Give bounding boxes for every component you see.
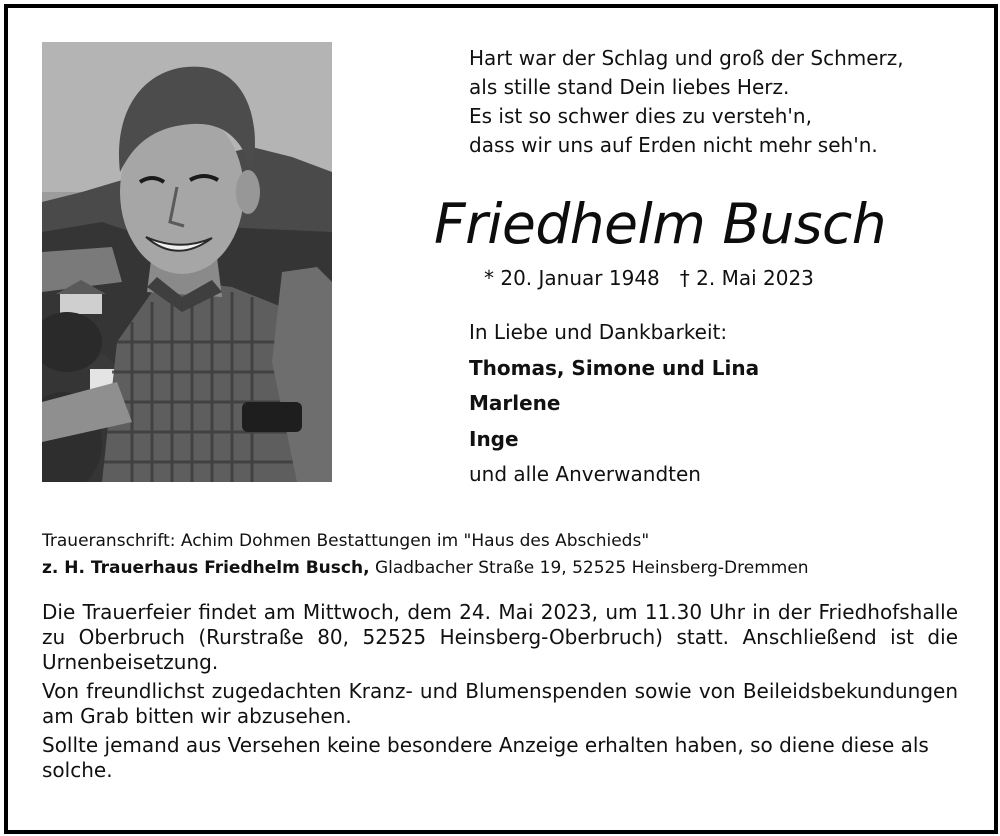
family-member: Marlene bbox=[469, 391, 561, 415]
mourning-address bbox=[42, 528, 809, 582]
birth-date: * 20. Januar 1948 bbox=[484, 266, 660, 290]
address-line-1: Traueranschrift: Achim Dohmen Bestattungen im "Haus des Abschieds" bbox=[42, 531, 650, 551]
mourners-list bbox=[469, 318, 759, 496]
address-line-2 bbox=[42, 555, 809, 582]
poem-line: als stille stand Dein liebes Herz. bbox=[469, 75, 790, 99]
life-dates bbox=[484, 266, 814, 290]
poem-line: Es ist so schwer dies zu versteh'n, bbox=[469, 104, 812, 128]
flowers-text: Von freundlichst zugedachten Kranz- und Blumenspenden sowie von Beileidsbekundungen am Grab bitten wir abzusehen. bbox=[42, 679, 958, 728]
family-member: Thomas, Simone und Lina bbox=[469, 355, 760, 380]
address-recipient: z. H. Trauerhaus Friedhelm Busch, bbox=[42, 558, 370, 578]
memorial-poem bbox=[469, 44, 904, 160]
deceased-name: Friedhelm Busch bbox=[434, 192, 887, 256]
poem-line: Hart war der Schlag und groß der Schmerz, bbox=[469, 46, 904, 70]
family-intro: In Liebe und Dankbarkeit: bbox=[469, 320, 728, 344]
poem-line: dass wir uns auf Erden nicht mehr seh'n. bbox=[469, 133, 878, 157]
ceremony-text: Die Trauerfeier findet am Mittwoch, dem 24. Mai 2023, um 11.30 Uhr in der Friedhofshalle zu Oberbruch (Rurstraße 80, 52525 Heinsberg-Oberbruch) statt. Anschließend ist die Urnenbeisetzung. bbox=[42, 600, 958, 674]
family-outro: und alle Anverwandten bbox=[469, 462, 701, 486]
death-date: † 2. Mai 2023 bbox=[679, 266, 814, 290]
family-member: Inge bbox=[469, 426, 519, 451]
portrait-photo bbox=[42, 42, 332, 482]
portrait-illustration bbox=[42, 42, 332, 482]
funeral-notice bbox=[42, 600, 958, 787]
address-street: Gladbacher Straße 19, 52525 Heinsberg-Dremmen bbox=[369, 558, 809, 578]
missed-notice-text: Sollte jemand aus Versehen keine besondere Anzeige erhalten haben, so diene diese als solche. bbox=[42, 733, 929, 782]
